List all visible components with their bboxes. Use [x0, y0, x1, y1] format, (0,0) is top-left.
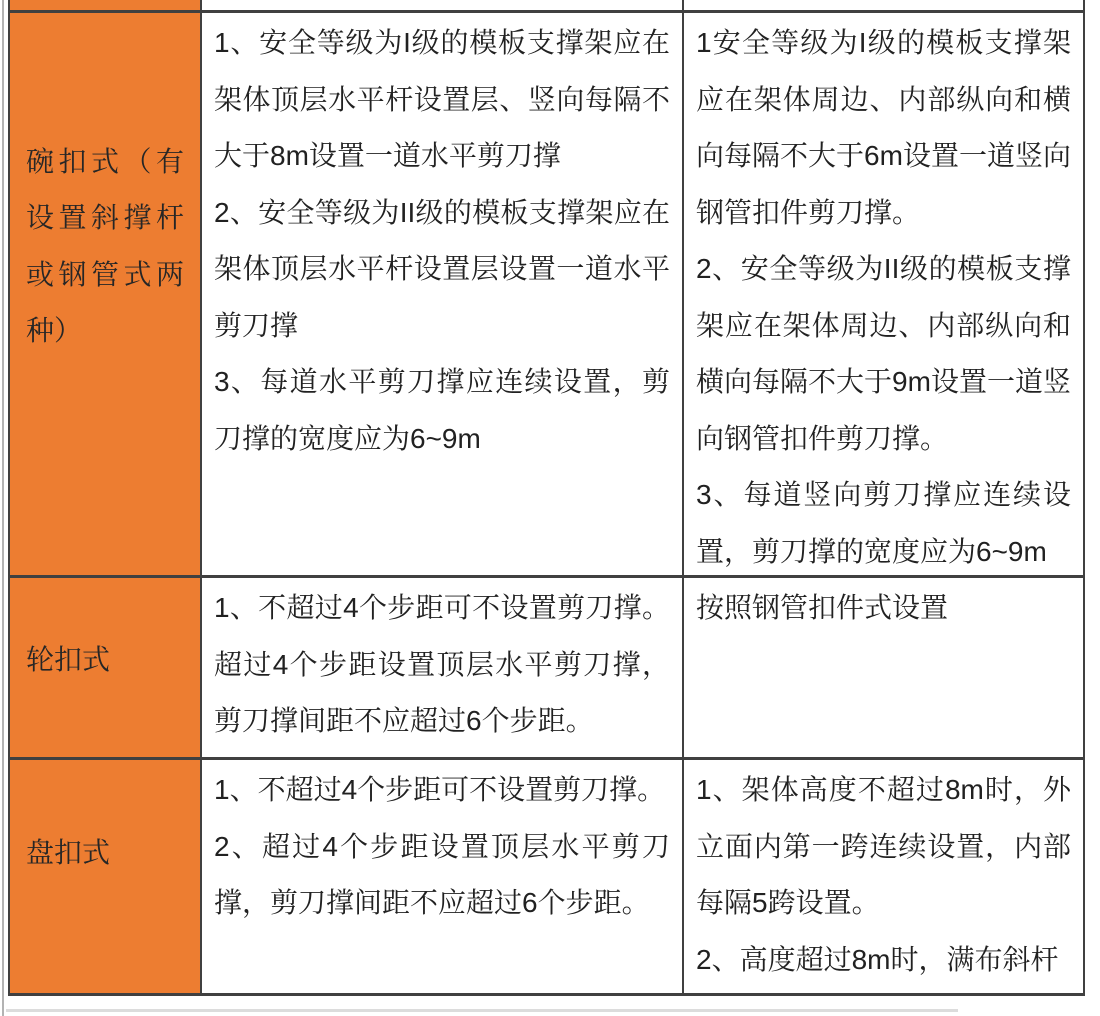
row-header-cell	[10, 578, 202, 757]
paragraph: 2、高度超过8m时，满布斜杆	[696, 943, 1059, 975]
scaffold-spec-table	[8, 0, 1085, 996]
spec-cell	[202, 578, 684, 757]
paragraph: 2、超过4个步距设置顶层水平剪刀撑，剪刀撑间距不应超过6个步距。	[214, 830, 670, 918]
spec-cell	[684, 578, 1083, 757]
row-header-label: 盘扣式	[26, 837, 111, 869]
paragraph: 3、每道水平剪刀撑应连续设置，剪刀撑的宽度应为6~9m	[214, 366, 670, 454]
row-header-cell	[10, 760, 202, 993]
row-header-label: 碗扣式（有设置斜撑杆或钢管式两种）	[26, 145, 184, 346]
paragraph: 2、安全等级为II级的模板支撑架应在架体顶层水平杆设置层设置一道水平剪刀撑	[214, 196, 670, 341]
page-bottom-strip	[6, 1009, 958, 1012]
paragraph: 1、不超过4个步距可不设置剪刀撑。超过4个步距设置顶层水平剪刀撑，剪刀撑间距不应超过6个步距。	[214, 592, 670, 736]
paragraph: 1、不超过4个步距可不设置剪刀撑。	[214, 774, 666, 805]
paragraph: 1、架体高度不超过8m时，外立面内第一跨连续设置，内部每隔5跨设置。	[696, 774, 1071, 918]
table-row-partial	[10, 0, 1083, 10]
spec-cell	[684, 760, 1083, 993]
paragraph: 按照钢管扣件式设置	[696, 592, 949, 623]
paragraph: 3、每道竖向剪刀撑应连续设置，剪刀撑的宽度应为6~9m	[696, 479, 1071, 567]
table-row	[10, 575, 1083, 757]
paragraph: 1安全等级为I级的模板支撑架应在架体周边、内部纵向和横向每隔不大于6m设置一道竖向钢管扣件剪刀撑。	[696, 27, 1071, 228]
paragraph: 2、安全等级为II级的模板支撑架应在架体周边、内部纵向和横向每隔不大于9m设置一道竖向钢管扣件剪刀撑。	[696, 253, 1071, 454]
row-header-label: 轮扣式	[26, 644, 111, 676]
paragraph: 1、安全等级为I级的模板支撑架应在架体顶层水平杆设置层、竖向每隔不大于8m设置一道水平剪刀撑	[214, 27, 670, 171]
page-edge-line	[2, 0, 4, 1016]
spec-cell	[684, 0, 1083, 10]
spec-cell	[202, 0, 684, 10]
spec-cell	[684, 13, 1083, 575]
spec-cell	[202, 760, 684, 993]
row-header-cell	[10, 0, 202, 10]
row-header-cell	[10, 13, 202, 575]
table-row	[10, 757, 1083, 993]
table-row	[10, 10, 1083, 575]
spec-cell	[202, 13, 684, 575]
